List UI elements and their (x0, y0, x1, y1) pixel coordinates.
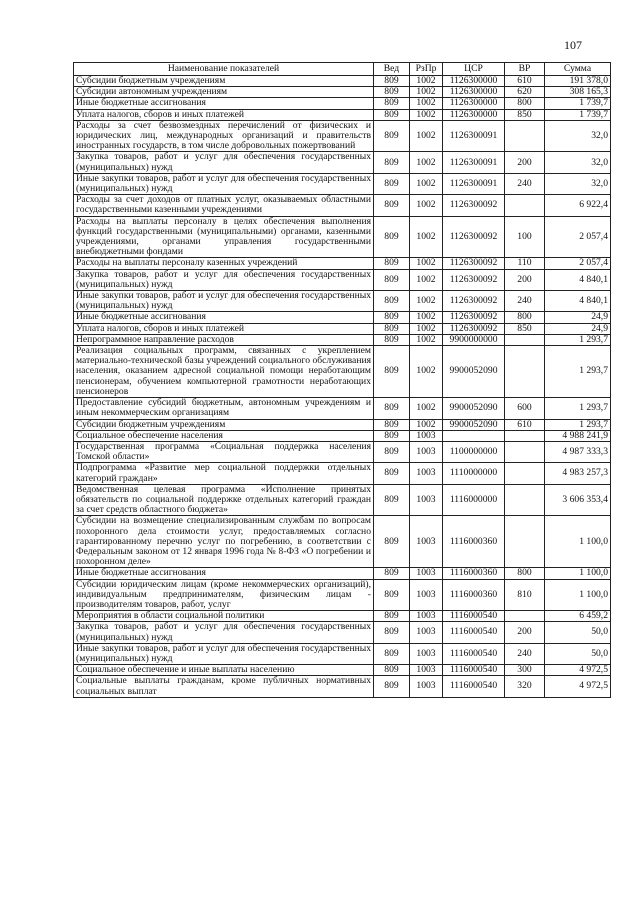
table-row (74, 419, 611, 430)
table-row (74, 611, 611, 622)
cell-csr: 1126300000 (443, 98, 505, 109)
budget-table (73, 62, 611, 698)
cell-ved: 809 (374, 346, 410, 398)
cell-name: Уплата налогов, сборов и иных платежей (74, 109, 374, 120)
header-csr: ЦСР (443, 63, 505, 76)
cell-vr (505, 484, 545, 516)
header-name: Наименование показателей (74, 63, 374, 76)
cell-name: Субсидии юридическим лицам (кроме некоммерческих организаций), индивидуальным предпринимателям, физическим лицам - производителям товаров, работ, услуг (74, 579, 374, 611)
cell-sum: 3 606 353,4 (545, 484, 611, 516)
cell-sum: 6 922,4 (545, 195, 611, 216)
cell-ved: 809 (374, 516, 410, 568)
cell-name: Расходы за счет доходов от платных услуг, оказываемых областными государственными казенными учреждениями (74, 195, 374, 216)
cell-vr: 240 (505, 173, 545, 194)
cell-csr: 1110000000 (443, 463, 505, 484)
cell-rzpr: 1003 (410, 516, 443, 568)
cell-rzpr: 1002 (410, 419, 443, 430)
table-body (74, 76, 611, 698)
cell-rzpr: 1002 (410, 216, 443, 258)
cell-vr: 200 (505, 152, 545, 173)
cell-rzpr: 1002 (410, 346, 443, 398)
cell-name: Реализация социальных программ, связанных с укреплением материально-технической базы учреждений социального обслуживания населения, оказанием адресной социальной помощи неработающим пенсионерам, обучением компьютерной грамотности неработающих пенсионеров (74, 346, 374, 398)
cell-vr: 300 (505, 665, 545, 676)
header-sum: Сумма (545, 63, 611, 76)
cell-vr (505, 463, 545, 484)
cell-ved: 809 (374, 258, 410, 269)
cell-name: Подпрограмма «Развитие мер социальной поддержки отдельных категорий граждан» (74, 463, 374, 484)
cell-sum: 4 987 333,3 (545, 441, 611, 462)
cell-vr (505, 430, 545, 441)
cell-ved: 809 (374, 611, 410, 622)
cell-vr: 620 (505, 87, 545, 98)
table-row (74, 643, 611, 664)
cell-vr: 320 (505, 676, 545, 697)
cell-csr: 1116000540 (443, 622, 505, 643)
cell-sum: 50,0 (545, 622, 611, 643)
cell-csr: 1126300000 (443, 109, 505, 120)
cell-ved: 809 (374, 665, 410, 676)
table-row (74, 216, 611, 258)
table-row (74, 441, 611, 462)
cell-csr: 1116000000 (443, 484, 505, 516)
cell-rzpr: 1002 (410, 258, 443, 269)
cell-name: Уплата налогов, сборов и иных платежей (74, 323, 374, 334)
cell-vr: 800 (505, 312, 545, 323)
cell-sum: 191 378,0 (545, 76, 611, 87)
cell-ved: 809 (374, 98, 410, 109)
cell-rzpr: 1002 (410, 398, 443, 419)
cell-name: Предоставление субсидий бюджетным, автономным учреждениям и иным некоммерческим организациям (74, 398, 374, 419)
cell-ved: 809 (374, 622, 410, 643)
cell-name: Субсидии бюджетным учреждениям (74, 419, 374, 430)
cell-csr: 1116000360 (443, 579, 505, 611)
cell-csr (443, 430, 505, 441)
cell-vr (505, 334, 545, 345)
cell-sum: 1 293,7 (545, 346, 611, 398)
cell-ved: 809 (374, 579, 410, 611)
cell-sum: 6 459,2 (545, 611, 611, 622)
cell-ved: 809 (374, 173, 410, 194)
cell-csr: 1126300092 (443, 258, 505, 269)
cell-rzpr: 1002 (410, 98, 443, 109)
table-row (74, 258, 611, 269)
cell-sum: 308 165,3 (545, 87, 611, 98)
cell-rzpr: 1002 (410, 87, 443, 98)
cell-csr: 1126300000 (443, 76, 505, 87)
cell-ved: 809 (374, 152, 410, 173)
cell-ved: 809 (374, 398, 410, 419)
cell-csr: 1126300092 (443, 291, 505, 312)
cell-name: Закупка товаров, работ и услуг для обеспечения государственных (муниципальных) нужд (74, 622, 374, 643)
cell-ved: 809 (374, 441, 410, 462)
cell-sum: 4 840,1 (545, 269, 611, 290)
cell-sum: 1 293,7 (545, 398, 611, 419)
cell-ved: 809 (374, 109, 410, 120)
header-rzpr: РзПр (410, 63, 443, 76)
cell-ved: 809 (374, 87, 410, 98)
cell-ved: 809 (374, 463, 410, 484)
cell-csr: 1126300091 (443, 173, 505, 194)
cell-vr: 240 (505, 291, 545, 312)
cell-ved: 809 (374, 643, 410, 664)
cell-name: Иные закупки товаров, работ и услуг для обеспечения государственных (муниципальных) нужд (74, 291, 374, 312)
cell-name: Социальное обеспечение населения (74, 430, 374, 441)
cell-name: Закупка товаров, работ и услуг для обеспечения государственных (муниципальных) нужд (74, 269, 374, 290)
cell-csr: 1116000540 (443, 676, 505, 697)
cell-sum: 1 100,0 (545, 579, 611, 611)
cell-ved: 809 (374, 291, 410, 312)
table-row (74, 76, 611, 87)
cell-sum: 1 739,7 (545, 98, 611, 109)
cell-rzpr: 1003 (410, 611, 443, 622)
cell-rzpr: 1002 (410, 323, 443, 334)
cell-name: Субсидии на возмещение специализированным службам по вопросам похоронного дела стоимости услуг, предоставляемых согласно гарантированному перечню услуг по погребению, в соответствии с Федеральным законом от 12 января 1996 года № 8-ФЗ «О погребении и похоронном деле» (74, 516, 374, 568)
cell-sum: 1 739,7 (545, 109, 611, 120)
cell-sum: 2 057,4 (545, 258, 611, 269)
cell-vr: 100 (505, 216, 545, 258)
table-row (74, 463, 611, 484)
cell-name: Иные бюджетные ассигнования (74, 568, 374, 579)
cell-sum: 1 100,0 (545, 516, 611, 568)
table-row (74, 430, 611, 441)
cell-vr (505, 611, 545, 622)
cell-csr: 1126300092 (443, 269, 505, 290)
cell-rzpr: 1003 (410, 430, 443, 441)
cell-name: Расходы за счет безвозмездных перечислений от физических и юридических лиц, международных организаций и правительств иностранных государств, в том числе добровольных пожертвований (74, 120, 374, 152)
cell-name: Социальные выплаты гражданам, кроме публичных нормативных социальных выплат (74, 676, 374, 697)
cell-csr: 1126300092 (443, 216, 505, 258)
cell-name: Иные закупки товаров, работ и услуг для обеспечения государственных (муниципальных) нужд (74, 643, 374, 664)
cell-ved: 809 (374, 269, 410, 290)
cell-ved: 809 (374, 195, 410, 216)
table-row (74, 346, 611, 398)
cell-name: Ведомственная целевая программа «Исполнение принятых обязательств по социальной поддержке отдельных категорий граждан за счет средств областного бюджета» (74, 484, 374, 516)
cell-vr (505, 516, 545, 568)
cell-rzpr: 1003 (410, 484, 443, 516)
cell-vr: 610 (505, 76, 545, 87)
cell-ved: 809 (374, 76, 410, 87)
cell-sum: 4 972,5 (545, 676, 611, 697)
cell-csr: 1126300000 (443, 87, 505, 98)
cell-rzpr: 1003 (410, 665, 443, 676)
cell-sum: 4 972,5 (545, 665, 611, 676)
cell-sum: 24,9 (545, 323, 611, 334)
cell-name: Расходы на выплаты персоналу в целях обеспечения выполнения функций государственными (муниципальными) органами, казенными учреждениями, органами управления государственными внебюджетными фондами (74, 216, 374, 258)
table-row (74, 173, 611, 194)
cell-name: Субсидии автономным учреждениям (74, 87, 374, 98)
table-row (74, 312, 611, 323)
cell-sum: 50,0 (545, 643, 611, 664)
cell-rzpr: 1002 (410, 312, 443, 323)
cell-csr: 9900052090 (443, 346, 505, 398)
cell-sum: 32,0 (545, 152, 611, 173)
cell-name: Социальное обеспечение и иные выплаты населению (74, 665, 374, 676)
table-row (74, 291, 611, 312)
cell-csr: 1116000540 (443, 665, 505, 676)
cell-csr: 1116000540 (443, 611, 505, 622)
cell-vr (505, 346, 545, 398)
header-ved: Вед (374, 63, 410, 76)
cell-rzpr: 1002 (410, 291, 443, 312)
table-row (74, 87, 611, 98)
cell-rzpr: 1003 (410, 579, 443, 611)
cell-vr: 240 (505, 643, 545, 664)
table-row (74, 109, 611, 120)
table-row (74, 98, 611, 109)
cell-vr: 200 (505, 269, 545, 290)
cell-csr: 1100000000 (443, 441, 505, 462)
cell-rzpr: 1002 (410, 152, 443, 173)
table-row (74, 516, 611, 568)
cell-sum: 32,0 (545, 173, 611, 194)
cell-ved: 809 (374, 312, 410, 323)
cell-ved: 809 (374, 334, 410, 345)
cell-name: Расходы на выплаты персоналу казенных учреждений (74, 258, 374, 269)
cell-name: Иные бюджетные ассигнования (74, 312, 374, 323)
cell-rzpr: 1003 (410, 463, 443, 484)
cell-name: Закупка товаров, работ и услуг для обеспечения государственных (муниципальных) нужд (74, 152, 374, 173)
cell-vr: 600 (505, 398, 545, 419)
header-vr: ВР (505, 63, 545, 76)
table-row (74, 665, 611, 676)
cell-rzpr: 1002 (410, 120, 443, 152)
cell-csr: 1116000360 (443, 568, 505, 579)
cell-vr: 610 (505, 419, 545, 430)
cell-vr: 200 (505, 622, 545, 643)
cell-rzpr: 1002 (410, 173, 443, 194)
cell-sum: 24,9 (545, 312, 611, 323)
cell-csr: 1126300091 (443, 152, 505, 173)
cell-ved: 809 (374, 676, 410, 697)
cell-csr: 9900000000 (443, 334, 505, 345)
cell-vr: 800 (505, 568, 545, 579)
cell-csr: 1126300092 (443, 195, 505, 216)
cell-name: Государственная программа «Социальная поддержка населения Томской области» (74, 441, 374, 462)
table-row (74, 334, 611, 345)
cell-name: Иные бюджетные ассигнования (74, 98, 374, 109)
cell-name: Субсидии бюджетным учреждениям (74, 76, 374, 87)
table-row (74, 676, 611, 697)
cell-ved: 809 (374, 568, 410, 579)
table-row (74, 398, 611, 419)
cell-sum: 32,0 (545, 120, 611, 152)
cell-rzpr: 1002 (410, 76, 443, 87)
cell-rzpr: 1002 (410, 269, 443, 290)
table-row (74, 152, 611, 173)
cell-sum: 1 293,7 (545, 334, 611, 345)
cell-name: Непрограммное направление расходов (74, 334, 374, 345)
cell-csr: 1126300091 (443, 120, 505, 152)
cell-rzpr: 1002 (410, 109, 443, 120)
cell-vr: 850 (505, 109, 545, 120)
cell-vr (505, 441, 545, 462)
cell-csr: 1116000540 (443, 643, 505, 664)
table-row (74, 323, 611, 334)
cell-rzpr: 1003 (410, 643, 443, 664)
cell-name: Мероприятия в области социальной политики (74, 611, 374, 622)
table-row (74, 195, 611, 216)
table-row (74, 622, 611, 643)
cell-vr (505, 120, 545, 152)
cell-sum: 2 057,4 (545, 216, 611, 258)
cell-rzpr: 1003 (410, 622, 443, 643)
cell-vr: 810 (505, 579, 545, 611)
cell-rzpr: 1002 (410, 195, 443, 216)
cell-name: Иные закупки товаров, работ и услуг для обеспечения государственных (муниципальных) нужд (74, 173, 374, 194)
cell-sum: 1 100,0 (545, 568, 611, 579)
cell-ved: 809 (374, 216, 410, 258)
page-number: 107 (564, 38, 582, 52)
cell-ved: 809 (374, 419, 410, 430)
cell-rzpr: 1003 (410, 441, 443, 462)
cell-sum: 4 988 241,9 (545, 430, 611, 441)
cell-sum: 4 983 257,3 (545, 463, 611, 484)
cell-sum: 4 840,1 (545, 291, 611, 312)
table-row (74, 568, 611, 579)
cell-ved: 809 (374, 323, 410, 334)
cell-csr: 1116000360 (443, 516, 505, 568)
table-header-row (74, 63, 611, 76)
cell-csr: 1126300092 (443, 323, 505, 334)
cell-rzpr: 1003 (410, 676, 443, 697)
cell-ved: 809 (374, 484, 410, 516)
cell-ved: 809 (374, 120, 410, 152)
table-row (74, 120, 611, 152)
cell-rzpr: 1003 (410, 568, 443, 579)
table-row (74, 579, 611, 611)
cell-vr (505, 195, 545, 216)
table-row (74, 484, 611, 516)
cell-vr: 110 (505, 258, 545, 269)
cell-vr: 800 (505, 98, 545, 109)
cell-csr: 1126300092 (443, 312, 505, 323)
cell-ved: 809 (374, 430, 410, 441)
cell-vr: 850 (505, 323, 545, 334)
cell-sum: 1 293,7 (545, 419, 611, 430)
cell-csr: 9900052090 (443, 398, 505, 419)
cell-csr: 9900052090 (443, 419, 505, 430)
cell-rzpr: 1002 (410, 334, 443, 345)
table-row (74, 269, 611, 290)
